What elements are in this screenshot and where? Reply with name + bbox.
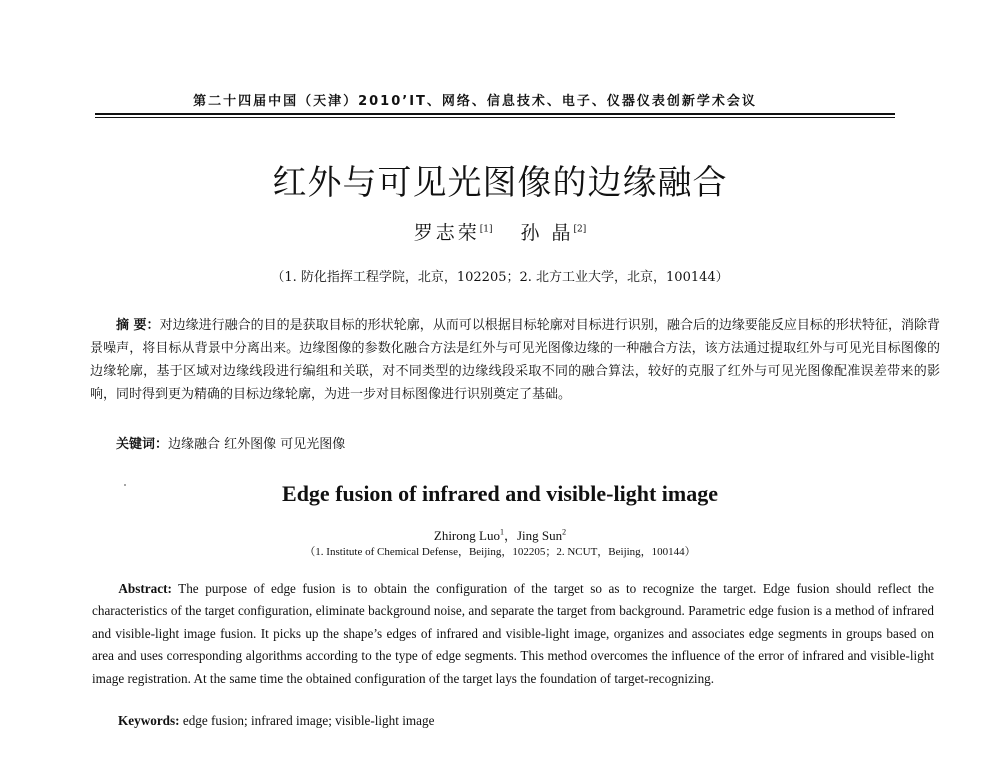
author-2-en: Jing Sun — [516, 528, 563, 543]
keywords-en-label: Keywords: — [118, 713, 180, 728]
keywords-cn-text: 边缘融合 红外图像 可见光图像 — [168, 437, 346, 452]
author-1-en-mark: 1 — [499, 527, 504, 537]
abstract-en — [92, 578, 934, 690]
keywords-en — [118, 713, 434, 729]
author-2-cn: 孙 晶 — [520, 222, 574, 244]
author-2-en-mark: 2 — [562, 527, 567, 537]
abstract-en-label: Abstract: — [118, 581, 172, 596]
author-1-en: Zhirong Luo — [433, 528, 500, 543]
author-1-cn: 罗志荣 — [413, 222, 480, 244]
abstract-cn — [90, 314, 940, 406]
paper-title-en: Edge fusion of infrared and visible-light image — [282, 481, 718, 506]
keywords-cn-label: 关键词： — [116, 437, 169, 452]
conference-header: 第二十四届中国（天津）2010’IT、网络、信息技术、电子、仪器仪表创新学术会议 — [193, 94, 757, 109]
header-rule-thick — [95, 113, 895, 115]
keywords-cn — [116, 433, 345, 452]
affiliation-cn: （1. 防化指挥工程学院，北京，102205；2. 北方工业大学，北京，100144） — [271, 270, 729, 285]
author-2-cn-mark: [2] — [573, 224, 587, 235]
abstract-cn-label: 摘 要： — [116, 318, 160, 333]
paper-title-cn: 红外与可见光图像的边缘融合 — [272, 163, 728, 203]
author-separator: ， — [503, 528, 517, 543]
authors-cn — [0, 218, 1000, 245]
header-rule-thin — [95, 117, 895, 118]
abstract-cn-text: 对边缘进行融合的目的是获取目标的形状轮廓，从而可以根据目标轮廓对目标进行识别，融合后的边缘要能反应目标的形状特征，消除背景噪声，将目标从背景中分离出来。边缘图像的参数化融合方法是红外与可见光图像边缘的一种融合方法，该方法通过提取红外与可见光目标图像的边缘轮廓，基于区域对边缘线段进行编组和关联，对不同类型的边缘线段采取不同的融合算法，较好的克服了红外与可见光图像配准误差带来的影响，同时得到更为精确的目标边缘轮廓，为进一步对目标图像进行识别奠定了基础。 — [90, 318, 940, 402]
affiliation-en: （1. Institute of Chemical Defense，Beijing，102205；2. NCUT，Beijing，100144） — [304, 546, 696, 558]
author-1-cn-mark: [1] — [479, 224, 493, 235]
abstract-en-text: The purpose of edge fusion is to obtain the configuration of the target so as to recognize the target. Edge fusion should reflect the characteristics of the target configuration, eliminate background noise, and separate the target from background. Parametric edge fusion is a method of infrared and visible-light image fusion. It picks up the shape’s edges of infrared and visible-light image, organizes and associates edge segments in groups based on area and uses corresponding algorithms according to the type of edge segments. This method overcomes the influence of the error of infrared and visible-light image registration. At the same time the obtained configuration of the target lays the foundation of target-recognizing. — [92, 581, 934, 686]
authors-en — [0, 525, 1000, 544]
keywords-en-text: edge fusion; infrared image; visible-light image — [179, 713, 435, 728]
